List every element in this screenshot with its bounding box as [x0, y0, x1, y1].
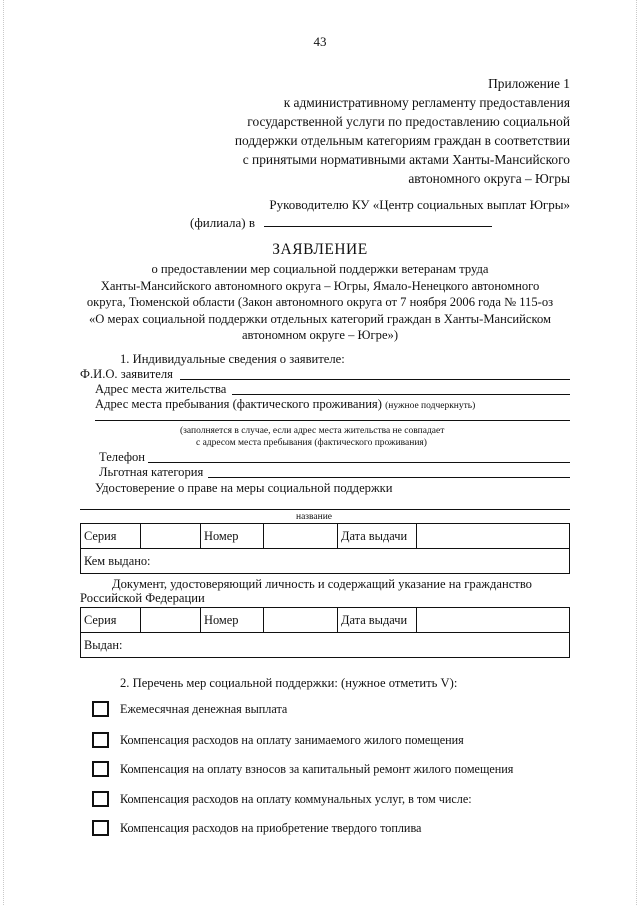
branch-label: (филиала) в — [190, 215, 256, 230]
appendix-line: автономного округа – Югры — [408, 171, 570, 186]
option-label: Компенсация расходов на оплату занимаемого жилого помещения — [120, 732, 464, 747]
option-capital-repair-compensation[interactable] — [92, 758, 513, 780]
issued-by-cell[interactable]: Кем выдано: — [81, 549, 570, 574]
issue-date-value-cell[interactable] — [417, 524, 570, 549]
option-label: Компенсация расходов на оплату коммунальных услуг, в том числе: — [120, 791, 472, 806]
branch-field[interactable] — [264, 214, 492, 227]
certificate-name-field[interactable] — [80, 509, 570, 510]
certificate-table — [80, 523, 570, 574]
phone-field[interactable] — [148, 462, 570, 463]
appendix-line: поддержки отдельным категориям граждан в соответствии — [234, 133, 570, 148]
number-label-cell: Номер — [201, 608, 264, 633]
section1-heading: 1. Индивидуальные сведения о заявителе: — [120, 352, 345, 366]
subtitle-line: автономном округе – Югре») — [241, 328, 399, 342]
subtitle-line: округа, Тюменской области (Закон автономного округа от 7 ноября 2006 года № 115-оз — [86, 295, 554, 309]
checkbox[interactable] — [92, 791, 109, 807]
stay-address-label — [95, 397, 475, 412]
option-monthly-payment[interactable] — [92, 698, 287, 720]
option-label: Компенсация расходов на приобретение твердого топлива — [120, 820, 422, 835]
appendix-line: с принятыми нормативными актами Ханты-Мансийского — [242, 152, 570, 167]
number-value-cell[interactable] — [264, 608, 338, 633]
subtitle-line: о предоставлении мер социальной поддержки ветеранам труда — [151, 262, 489, 276]
option-solid-fuel-compensation[interactable] — [92, 817, 421, 839]
certificate-name-caption: название — [296, 512, 333, 522]
category-label: Льготная категория — [99, 465, 204, 479]
address-label: Адрес места жительства — [95, 382, 227, 396]
series-label-cell: Серия — [81, 524, 141, 549]
addressee-block — [190, 196, 570, 232]
issue-date-value-cell[interactable] — [417, 608, 570, 633]
series-value-cell[interactable] — [141, 608, 201, 633]
issue-date-label-cell: Дата выдачи — [338, 524, 417, 549]
document-subtitle — [70, 261, 570, 344]
section2-heading: 2. Перечень мер социальной поддержки: (нужное отметить V): — [120, 676, 458, 690]
appendix-header — [130, 74, 570, 188]
appendix-line: к административному регламенту предоставления — [283, 95, 570, 110]
fill-note-2: с адресом места пребывания (фактического проживания) — [196, 438, 427, 448]
issued-cell[interactable]: Выдан: — [81, 633, 570, 658]
issue-date-label-cell: Дата выдачи — [338, 608, 417, 633]
option-housing-compensation[interactable] — [92, 729, 464, 751]
number-label-cell: Номер — [201, 524, 264, 549]
subtitle-line: «О мерах социальной поддержки отдельных категорий граждан в Ханты-Мансийском — [88, 311, 552, 326]
page-number: 43 — [313, 34, 327, 49]
option-utilities-compensation[interactable] — [92, 788, 472, 810]
fio-field[interactable] — [180, 379, 570, 380]
stay-address-text: Адрес места пребывания (фактического проживания) — [95, 397, 382, 411]
checkbox[interactable] — [92, 761, 109, 777]
phone-label: Телефон — [99, 450, 146, 464]
checkbox[interactable] — [92, 732, 109, 748]
stay-address-note: (нужное подчеркнуть) — [385, 401, 476, 411]
appendix-line: Приложение 1 — [488, 76, 570, 91]
checkbox[interactable] — [92, 820, 109, 836]
appendix-line: государственной услуги по предоставлению социальной — [247, 114, 570, 129]
addressee-line-1: Руководителю КУ «Центр социальных выплат Югры» — [269, 197, 570, 212]
stay-address-field[interactable] — [95, 420, 570, 421]
subtitle-line: Ханты-Мансийского автономного округа – Югры, Ямало-Ненецкого автономного — [100, 278, 540, 293]
series-value-cell[interactable] — [141, 524, 201, 549]
option-label: Компенсация на оплату взносов за капитальный ремонт жилого помещения — [120, 761, 514, 776]
addressee-line-2 — [190, 214, 570, 232]
category-field[interactable] — [208, 477, 570, 478]
document-title: ЗАЯВЛЕНИЕ — [272, 241, 368, 258]
identity-doc-table — [80, 607, 570, 658]
fill-note-1: (заполняется в случае, если адрес места жительства не совпадает — [180, 426, 445, 436]
number-value-cell[interactable] — [264, 524, 338, 549]
fio-label: Ф.И.О. заявителя — [80, 367, 173, 381]
certificate-label: Удостоверение о праве на меры социальной поддержки — [95, 481, 393, 495]
scan-right-edge — [636, 0, 637, 905]
checkbox[interactable] — [92, 701, 109, 717]
address-field[interactable] — [232, 394, 570, 395]
identity-doc-text-2: Российской Федерации — [80, 591, 205, 605]
option-label: Ежемесячная денежная выплата — [120, 701, 288, 716]
series-label-cell: Серия — [81, 608, 141, 633]
identity-doc-text-1: Документ, удостоверяющий личность и содержащий указание на гражданство — [112, 577, 532, 591]
scan-left-edge — [3, 0, 4, 905]
